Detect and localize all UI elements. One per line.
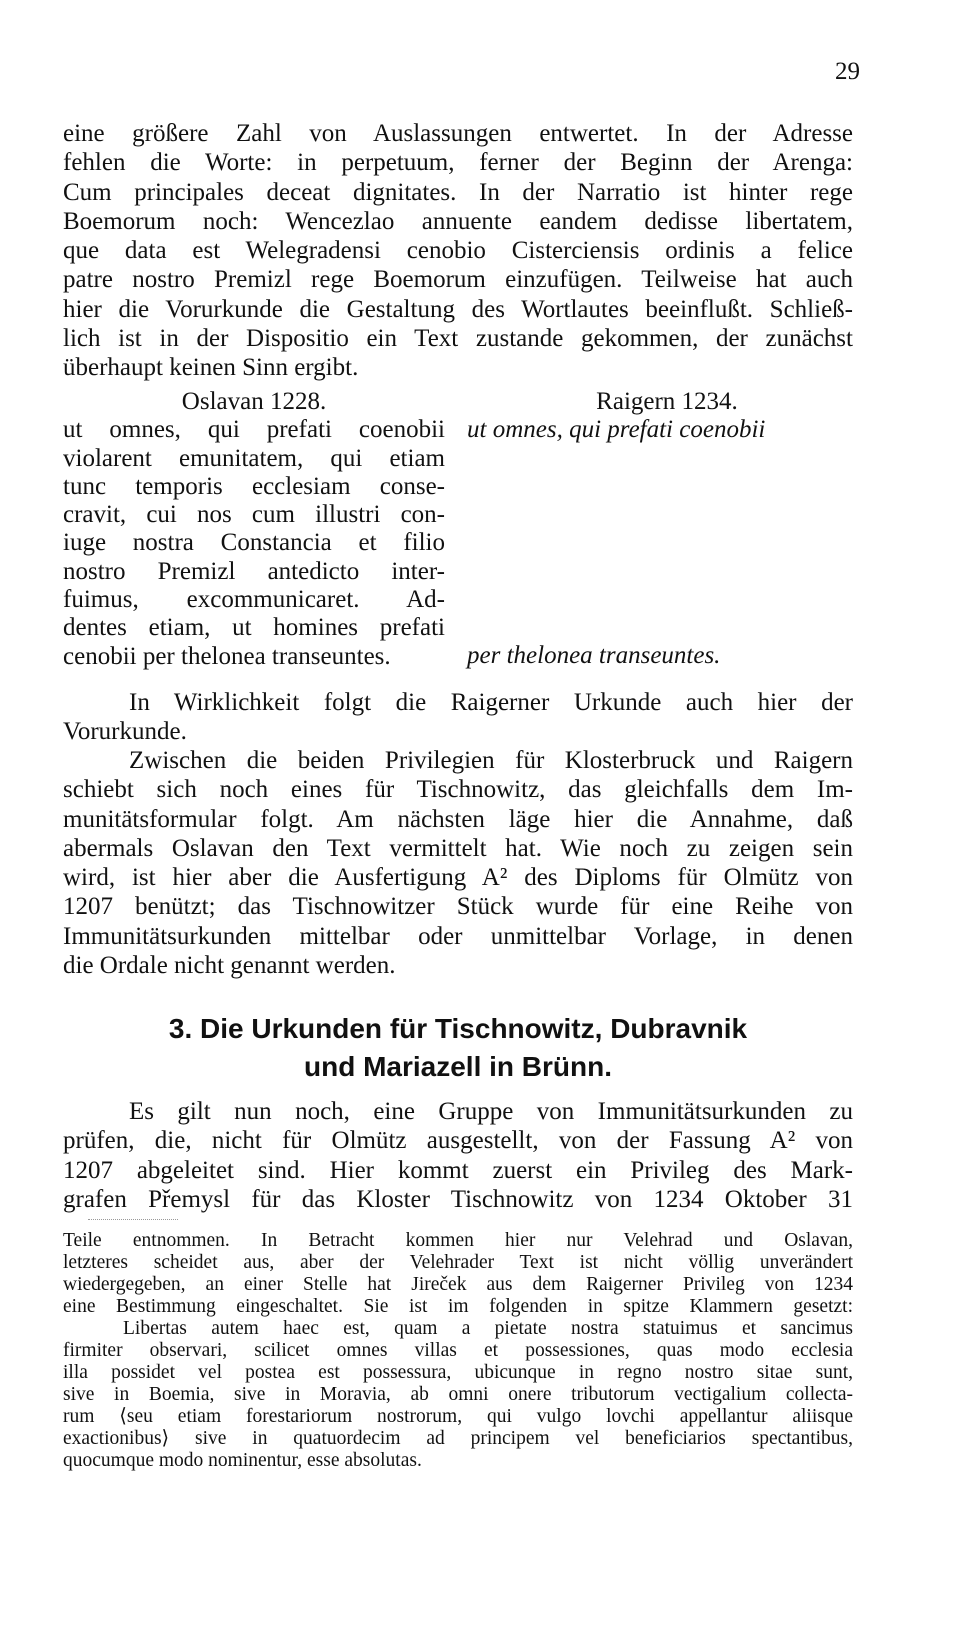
paragraph-4 (63, 1097, 853, 1214)
footnote-line: Teile entnommen. In Betracht kommen hier nur Velehrad und Oslavan, (63, 1230, 853, 1251)
text-line: 1207 abgeleitet sind. Hier kommt zuerst ein Privileg des Mark- (63, 1156, 853, 1184)
footnote-line: letzteres scheidet aus, aber der Velehrader Text ist nicht völlig unverändert (63, 1252, 853, 1273)
text-line: munitätsformular folgt. Am nächsten läge hier die Annahme, daß (63, 805, 853, 833)
text-line: lich ist in der Dispositio ein Text zustande gekommen, der zunächst (63, 325, 853, 353)
footnote-line: eine Bestimmung eingeschaltet. Sie ist im folgenden in spitze Klammern gesetzt: (63, 1296, 853, 1317)
text-line: hier die Vorurkunde die Gestaltung des Wortlautes beeinflußt. Schließ- (63, 295, 853, 323)
text-line: ut omnes, qui prefati coenobii (63, 416, 445, 444)
text-line: iuge nostra Constancia et filio (63, 529, 445, 557)
text-line: eine größere Zahl von Auslassungen entwertet. In der Adresse (63, 120, 853, 147)
footnote-line: Libertas autem haec est, quam a pietate nostra statuimus et sancimus (123, 1318, 853, 1339)
comparison-right-first-line: ut omnes, qui prefati coenobii (467, 416, 766, 443)
text-line: Zwischen die beiden Privilegien für Klosterbruck und Raigern (129, 747, 853, 774)
text-line: schiebt sich noch eines für Tischnowitz, das gleichfalls dem Im- (63, 776, 853, 804)
text-line: Cum principales deceat dignitates. In der Narratio ist hinter rege (63, 178, 853, 206)
section-heading-line: und Mariazell in Brünn. (303, 1051, 612, 1082)
text-line: dentes etiam, ut homines prefati (63, 614, 445, 642)
footnote-line: firmiter observari, scilicet omnes villas et possessiones, quas modo ecclesia (63, 1340, 853, 1361)
section-heading (63, 1010, 853, 1086)
text-line: patre nostro Premizl rege Boemorum einzufügen. Teilweise hat auch (63, 266, 853, 294)
paragraph-3 (63, 746, 853, 980)
text-line: 1207 benützt; das Tischnowitzer Stück wurde für eine Reihe von (63, 893, 853, 921)
text-line: que data est Welegradensi cenobio Cisterciensis ordinis a felice (63, 237, 853, 265)
text-line: überhaupt keinen Sinn ergibt. (63, 354, 359, 382)
text-line: fuimus, excommunicaret. Ad- (63, 586, 445, 614)
text-line: die Ordale nicht genannt werden. (63, 952, 396, 980)
footnote-line: quocumque modo nominentur, esse absolutas. (63, 1450, 422, 1471)
text-line: nostro Premizl antedicto inter- (63, 557, 445, 585)
comparison-left-column (63, 388, 445, 671)
paragraph-2 (63, 688, 853, 747)
text-line: fehlen die Worte: in perpetuum, ferner der Beginn der Arenga: (63, 149, 853, 177)
text-line: abermals Oslavan den Text vermittelt hat. Wie noch zu zeigen sein (63, 834, 853, 862)
text-line: In Wirklichkeit folgt die Raigerner Urkunde auch hier der (129, 689, 853, 716)
text-line: Vorurkunde. (63, 718, 187, 746)
text-line: violarent emunitatem, qui etiam (63, 444, 445, 472)
footnote-line: sive in Boemia, sive in Moravia, ab omni onere tributorum vectigalium collecta- (63, 1384, 853, 1405)
comparison-left-heading: Oslavan 1228. (181, 388, 327, 415)
footnote-line: rum ⟨seu etiam forestariorum nostrorum, qui vulgo lovchi appellantur aliisque (63, 1406, 853, 1427)
text-line: Es gilt nun noch, eine Gruppe von Immunitätsurkunden zu (129, 1098, 853, 1125)
text-line: tunc temporis ecclesiam conse- (63, 472, 445, 500)
comparison-right-column (467, 388, 867, 669)
section-heading-line: 3. Die Urkunden für Tischnowitz, Dubravnik (168, 1013, 748, 1044)
footnote-line: illa possidet vel postea est possessura, ubicunque in regno nostro sitae sunt, (63, 1362, 853, 1383)
footnote (63, 1230, 853, 1472)
text-line: Immunitätsurkunden mittelbar oder unmittelbar Vorlage, in denen (63, 922, 853, 950)
text-line: cenobii per thelonea transeuntes. (63, 642, 391, 670)
footnote-line: exactionibus⟩ sive in quatuordecim ad principem vel beneficiarios spectantibus, (63, 1428, 853, 1449)
text-line: grafen Přemysl für das Kloster Tischnowitz von 1234 Oktober 31 (63, 1185, 853, 1213)
text-line: prüfen, die, nicht für Olmütz ausgestellt, von der Fassung A² von (63, 1127, 853, 1155)
paragraph-1 (63, 119, 853, 383)
text-line: Boemorum noch: Wencezlao annuente eandem dedisse libertatem, (63, 207, 853, 235)
footnote-line: wiedergegeben, an einer Stelle hat Jireček aus dem Raigerner Privileg von 1234 (63, 1274, 853, 1295)
comparison-right-heading: Raigern 1234. (596, 388, 738, 415)
text-line: wird, ist hier aber die Ausfertigung A² des Diploms für Olmütz von (63, 864, 853, 892)
comparison-right-last-line: per thelonea transeuntes. (467, 642, 721, 669)
page-number: 29 (835, 58, 860, 85)
text-line: cravit, cui nos cum illustri con- (63, 501, 445, 529)
footnote-divider (88, 1219, 178, 1220)
